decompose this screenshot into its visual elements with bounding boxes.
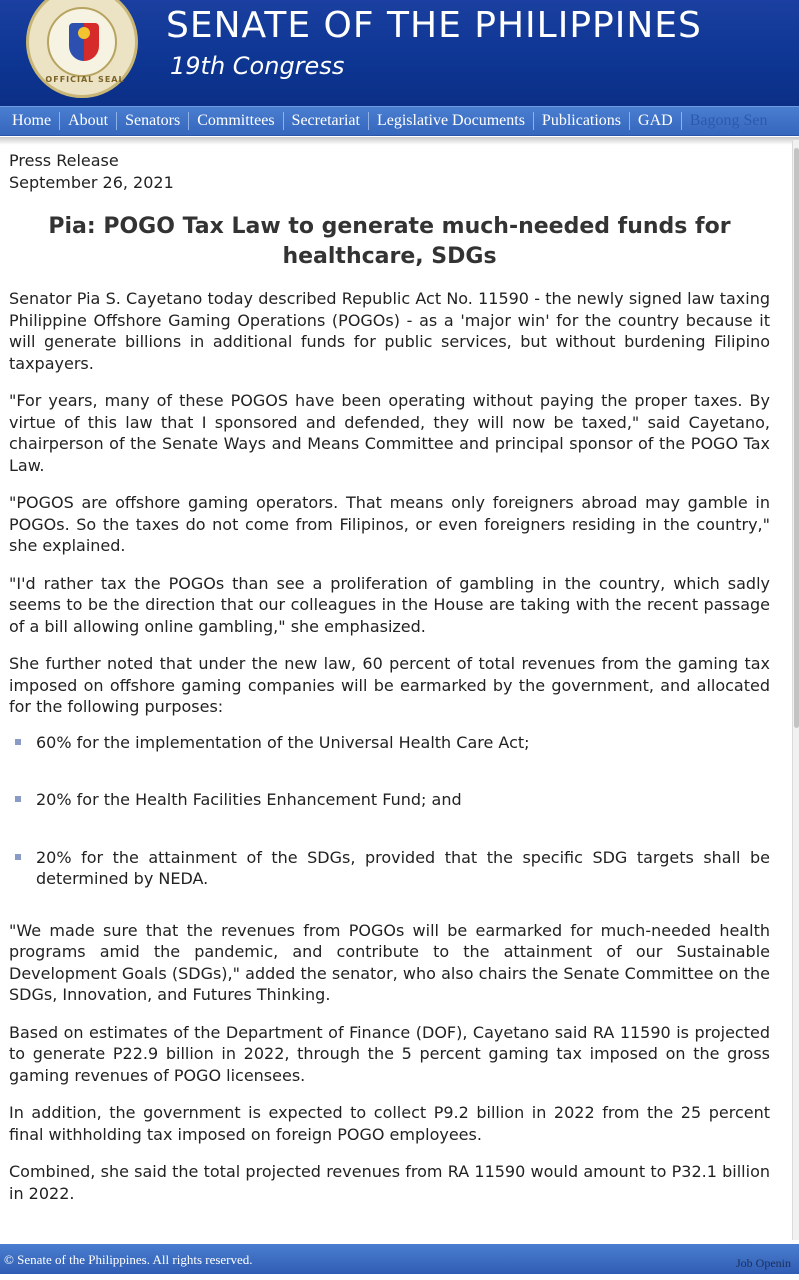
- congress-subtitle: 19th Congress: [170, 52, 345, 80]
- main-nav: [0, 106, 799, 136]
- job-openings-link[interactable]: Job Openin: [736, 1256, 791, 1270]
- article-paragraph: Combined, she said the total projected revenues from RA 11590 would amount to P32.1 billion in 2022.: [9, 1162, 770, 1203]
- nav-publications[interactable]: Publications: [534, 112, 630, 130]
- nav-legislative-documents[interactable]: Legislative Documents: [369, 112, 534, 130]
- bullet-icon: [15, 854, 21, 860]
- nav-senators[interactable]: Senators: [117, 112, 189, 130]
- nav-home[interactable]: Home: [0, 112, 60, 130]
- article-paragraph: She further noted that under the new law, 60 percent of total revenues from the gaming tax imposed on offshore gaming companies will be earmarked by the government, and allocated for the following purposes:: [9, 654, 770, 716]
- list-item-text: 20% for the attainment of the SDGs, provided that the specific SDG targets shall be determined by NEDA.: [36, 847, 770, 888]
- copyright-text: © Senate of the Philippines. All rights reserved.: [4, 1252, 253, 1267]
- nav-shadow: [0, 137, 799, 145]
- seal-shield-icon: [69, 23, 99, 61]
- release-date: September 26, 2021: [9, 173, 174, 192]
- article-paragraph: "POGOS are offshore gaming operators. That means only foreigners abroad may gamble in POGOs. So the taxes do not come from Filipinos, or even foreigners residing in the country," she explained.: [9, 493, 770, 555]
- nav-bagong-senado[interactable]: Bagong Sen: [689, 112, 768, 129]
- article-paragraph: "We made sure that the revenues from POGOs will be earmarked for much-needed health programs amid the pandemic, and contribute to the attainment of our Sustainable Development Goals (SDGs)," added the senator, who also chairs the Senate Committee on the SDGs, Innovation, and Futures Thinking.: [9, 920, 770, 1004]
- article-headline: Pia: POGO Tax Law to generate much-needed funds for healthcare, SDGs: [48, 214, 731, 269]
- article-paragraph: "I'd rather tax the POGOs than see a proliferation of gambling in the country, which sadly seems to be the direction that our colleagues in the House are taking with the recent passage of a bill allowing online gambling," she emphasized.: [9, 573, 770, 636]
- nav-secretariat[interactable]: Secretariat: [284, 112, 369, 130]
- list-item-text: 20% for the Health Facilities Enhancement Fund; and: [36, 790, 462, 809]
- senate-seal-logo[interactable]: [26, 0, 138, 98]
- bullet-icon: [15, 796, 21, 802]
- nav-gad[interactable]: GAD: [630, 112, 682, 130]
- list-item-text: 60% for the implementation of the Universal Health Care Act;: [36, 732, 530, 752]
- article-paragraph: Senator Pia S. Cayetano today described Republic Act No. 11590 - the newly signed law taxing Philippine Offshore Gaming Operations (POGOs) - as a 'major win' for the country because it will generate billions in additional funds for public services, but without burdening Filipino taxpayers.: [9, 289, 770, 373]
- allocation-list: [9, 732, 770, 890]
- site-footer: [0, 1244, 799, 1274]
- site-header: [0, 0, 799, 106]
- nav-committees[interactable]: Committees: [189, 112, 283, 130]
- scrollbar-thumb[interactable]: [794, 148, 799, 728]
- article-paragraph: Based on estimates of the Department of Finance (DOF), Cayetano said RA 11590 is projected to generate P22.9 billion in 2022, through the 5 percent gaming tax imposed on the gross gaming revenues of POGO licensees.: [9, 1022, 770, 1085]
- bullet-icon: [15, 739, 21, 745]
- nav-about[interactable]: About: [60, 112, 117, 130]
- list-item: [9, 847, 770, 890]
- list-item: [9, 732, 770, 754]
- article-paragraph: In addition, the government is expected to collect P9.2 billion in 2022 from the 25 percent final withholding tax imposed on foreign POGO employees.: [9, 1103, 770, 1144]
- seal-emblem: [47, 7, 117, 77]
- list-item: [9, 789, 770, 811]
- seal-text: OFFICIAL SEAL: [45, 75, 125, 84]
- press-release-content: [9, 150, 770, 1204]
- release-type: Press Release: [9, 151, 119, 170]
- site-title[interactable]: SENATE OF THE PHILIPPINES: [166, 5, 702, 46]
- article-paragraph: "For years, many of these POGOS have been operating without paying the proper taxes. By virtue of this law that I sponsored and defended, they will now be taxed," said Cayetano, chairperson of the Senate Ways and Means Committee and principal sponsor of the POGO Tax Law.: [9, 391, 770, 475]
